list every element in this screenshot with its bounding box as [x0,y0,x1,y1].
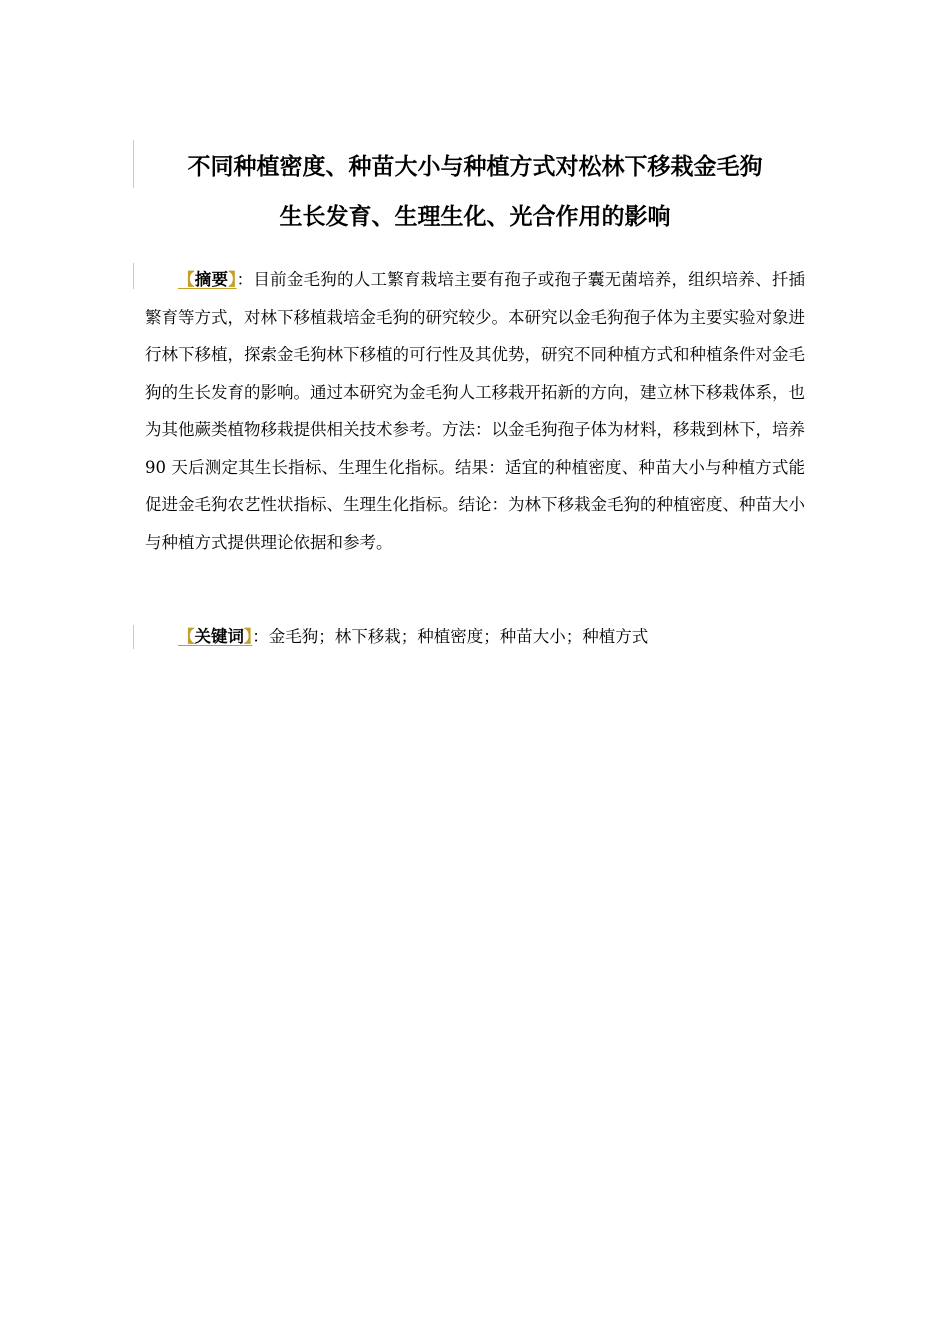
title-line-2: 生长发育、生理生化、光合作用的影响 [279,204,671,230]
abstract-paragraph [145,261,805,561]
keywords-text: 金毛狗；林下移栽；种植密度；种苗大小；种植方式 [268,627,649,646]
abstract-bracket-close: 】 [228,270,237,289]
abstract-text: 目前金毛狗的人工繁育栽培主要有孢子或孢子囊无菌培养，组织培养、扦插繁育等方式，对林下移植栽培金毛狗的研究较少。本研究以金毛狗孢子体为主要实验对象进行林下移植，探索金毛狗林下移植的可行性及其优势，研究不同种植方式和种植条件对金毛狗的生长发育的影响。通过本研究为金毛狗人工移栽开拓新的方向，建立林下移栽体系，也为其他蕨类植物移栽提供相关技术参考。方法：以金毛狗孢子体为材料，移栽到林下，培养 90 天后测定其生长指标、生理生化指标。结果：适宜的种植密度、种苗大小与种植方式能促进金毛狗农艺性状指标、生理生化指标。结论：为林下移栽金毛狗的种植密度、种苗大小与种植方式提供理论依据和参考。 [145,270,806,552]
title-line-1: 不同种植密度、种苗大小与种植方式对松林下移栽金毛狗 [187,154,763,180]
keywords-margin-mark [133,625,134,649]
abstract-label [178,270,237,289]
abstract-separator: ： [236,270,254,289]
keywords-paragraph [178,622,648,652]
title-margin-mark [133,140,134,188]
page-title [143,142,807,242]
abstract-margin-mark [133,263,134,289]
keywords-bracket-close: 】 [244,627,253,646]
keywords-label [178,627,252,646]
abstract-label-text: 摘要 [194,270,229,289]
keywords-label-text: 关键词 [194,627,244,646]
keywords-separator: ： [252,627,269,646]
abstract-bracket-open: 【 [178,270,195,289]
keywords-bracket-open: 【 [178,627,195,646]
